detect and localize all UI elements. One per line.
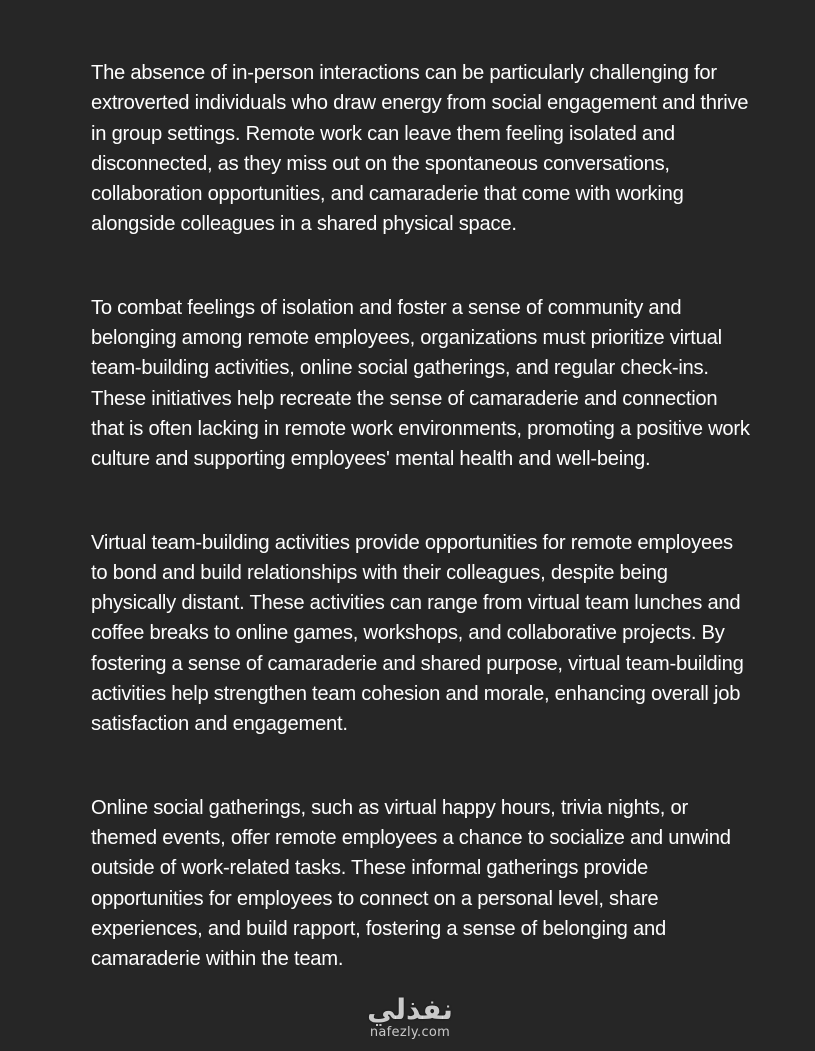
paragraph-3: Virtual team-building activities provide opportunities for remote employees to bond and build relationships with their colleagues, despite being physically distant. These activities can range from virtual team lunches and coffee breaks to online games, workshops, and collaborative projects. By fostering a sense of camaraderie and shared purpose, virtual team-building activities help strengthen team cohesion and morale, enhancing overall job satisfaction and engagement. xyxy=(91,531,744,736)
paragraph-1: The absence of in-person interactions can be particularly challenging for extroverted individuals who draw energy from social engagement and thrive in group settings. Remote work can leave them feeling isolated and disconnected, as they miss out on the spontaneous conversations, collaboration opportunities, and camaraderie that come with working alongside colleagues in a shared physical space. xyxy=(91,62,749,236)
watermark-arabic-text: نفذلي xyxy=(367,993,453,1026)
paragraph-2: To combat feelings of isolation and foster a sense of community and belonging among remote employees, organizations must prioritize virtual team-building activities, online social gatherings, and regular check-ins. These initiatives help recreate the sense of camaraderie and connection that is often lacking in remote work environments, promoting a positive work culture and supporting employees' mental health and well-being. xyxy=(91,296,750,471)
watermark-domain-text: nafezly.com xyxy=(369,1025,451,1040)
document-body xyxy=(91,58,751,1027)
paragraph-4: Online social gatherings, such as virtual happy hours, trivia nights, or themed events, offer remote employees a chance to socialize and unwind outside of work-related tasks. These informal gatherings provide opportunities for employees to connect on a personal level, share experiences, and build rapport, fostering a sense of belonging and camaraderie within the team. xyxy=(91,796,731,971)
